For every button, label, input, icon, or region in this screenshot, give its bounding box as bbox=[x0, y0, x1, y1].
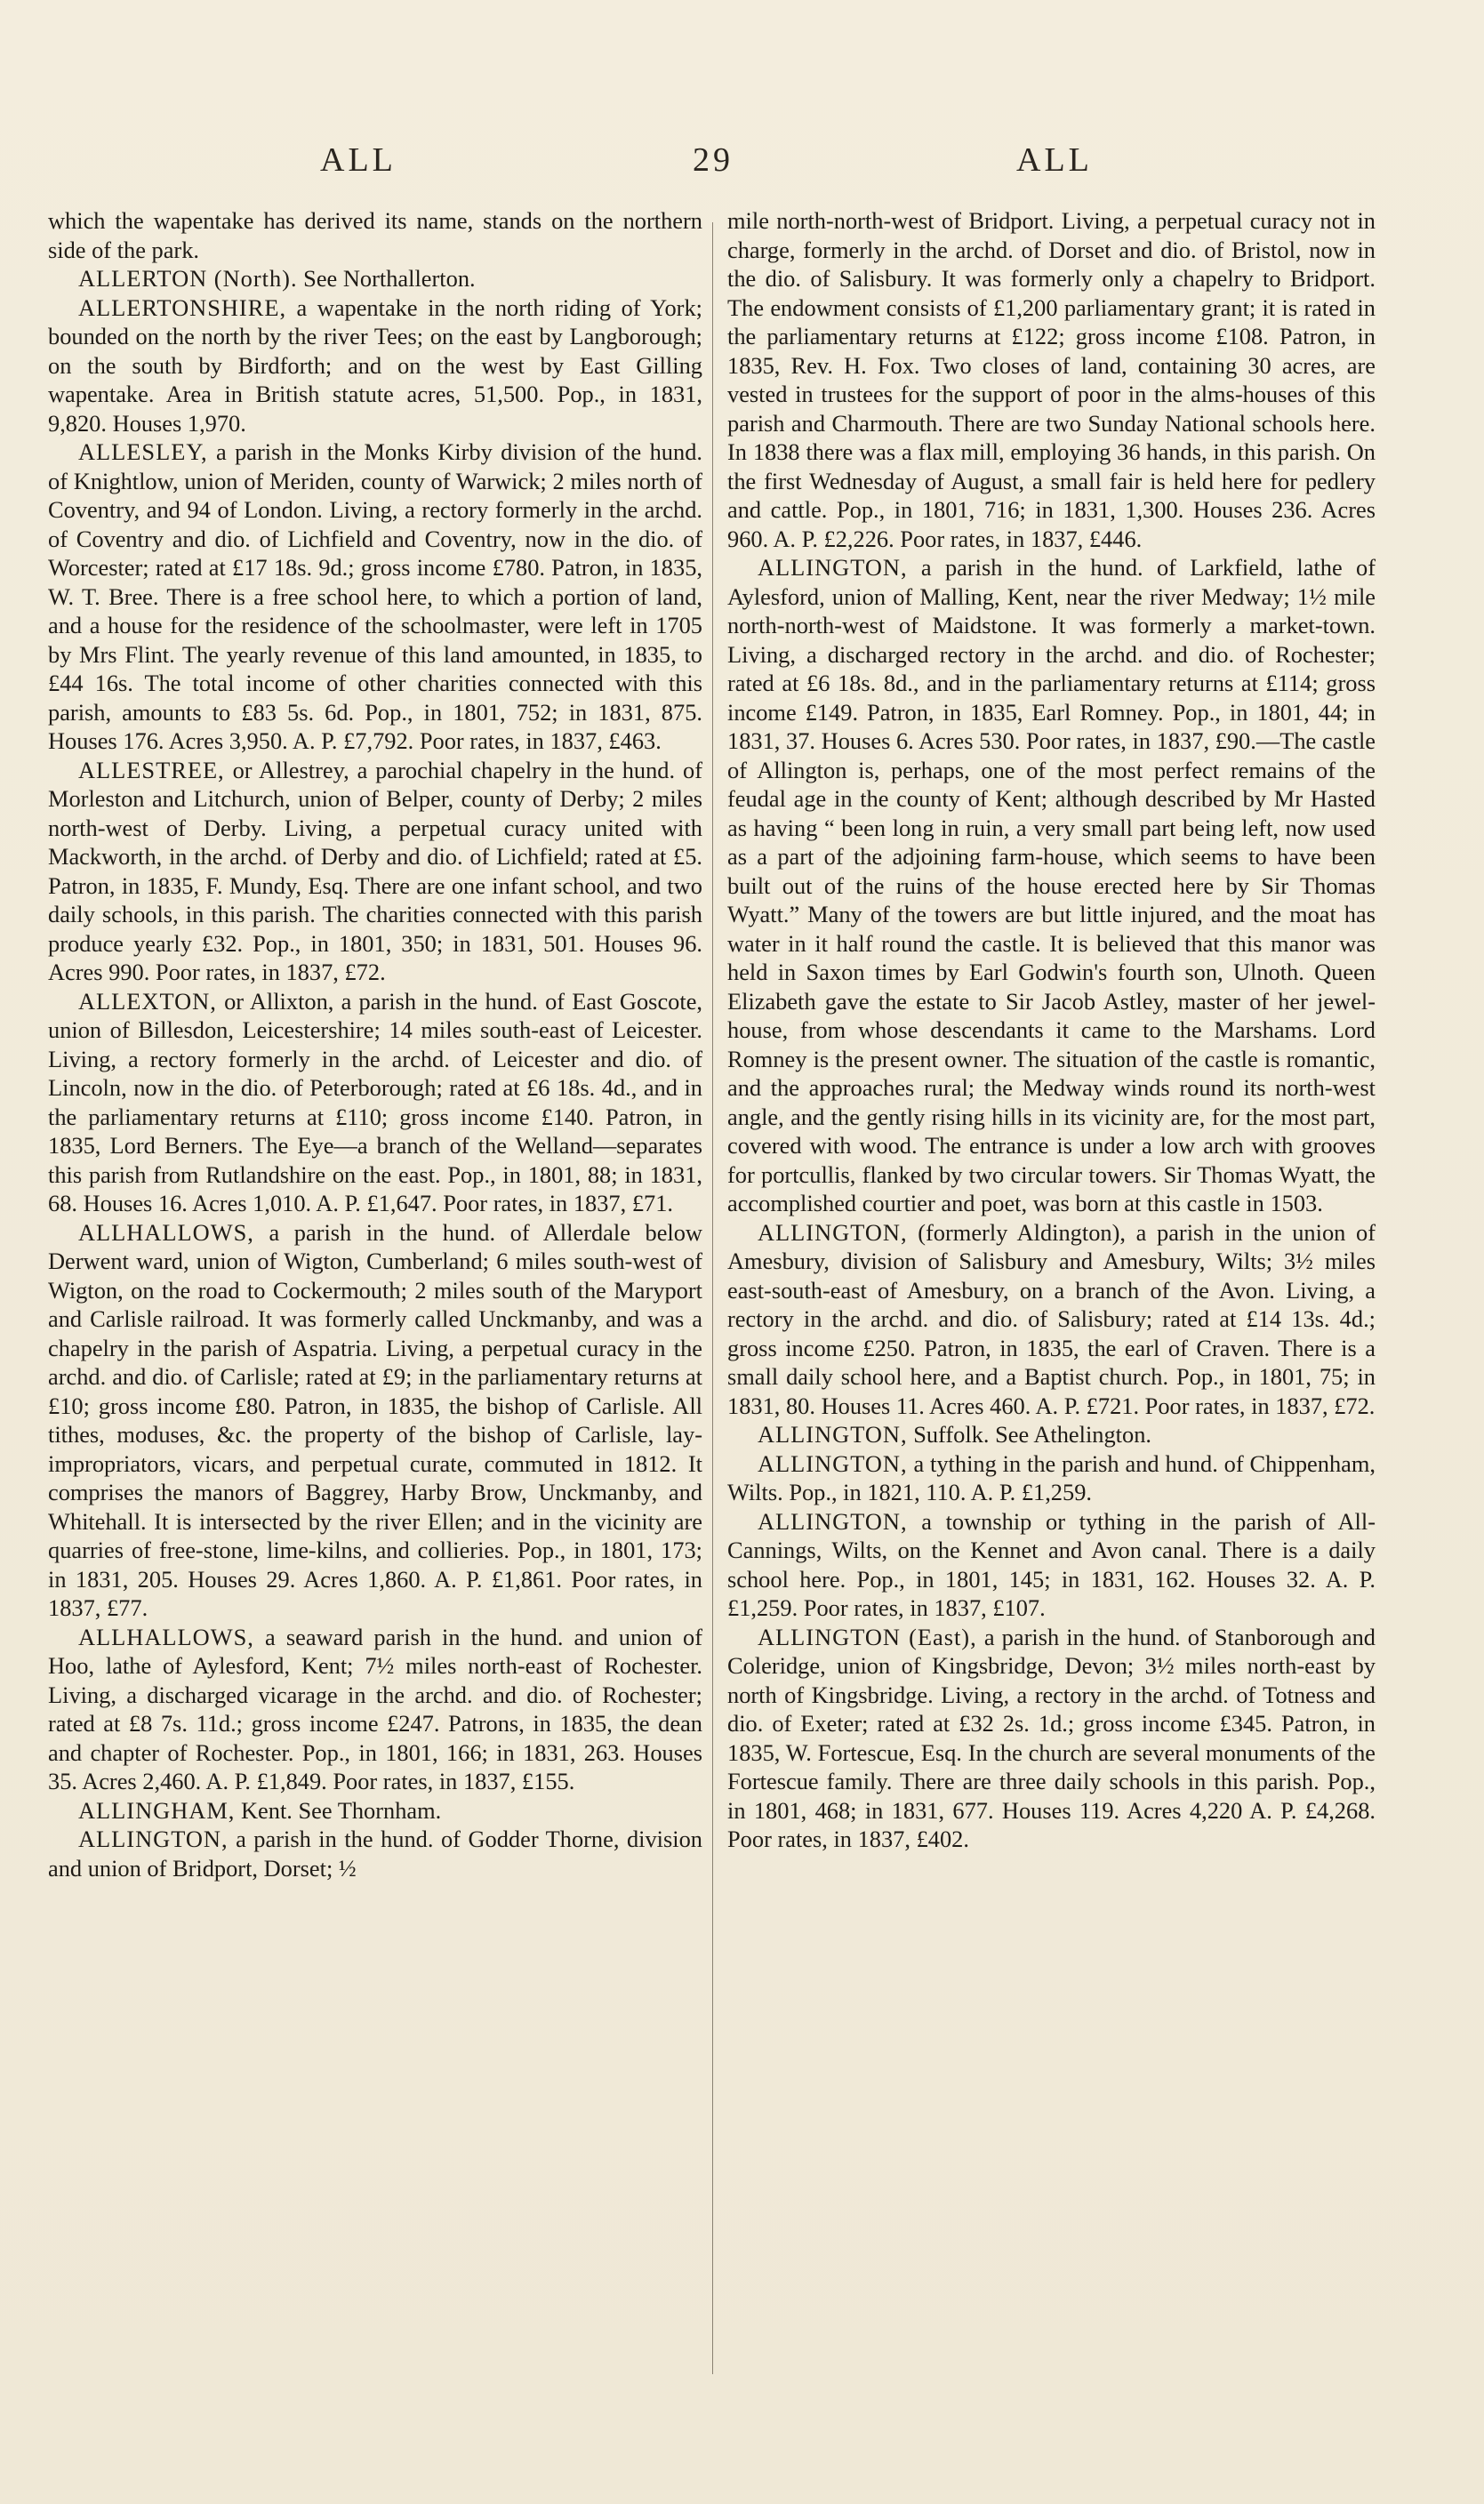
entry-headword: ALLINGTON, bbox=[758, 1421, 908, 1448]
entry-headword: ALLINGTON, bbox=[758, 1449, 908, 1477]
entry-headword: ALLESTREE, bbox=[78, 756, 225, 783]
entry-headword: ALLHALLOWS, bbox=[78, 1218, 254, 1246]
entry-paragraph bbox=[727, 1449, 1376, 1507]
entry-headword: ALLINGTON, bbox=[758, 1218, 908, 1246]
entry-headword: ALLERTONSHIRE, bbox=[78, 293, 287, 321]
entry-text: a parish in the hund. of Allerdale below Derwent ward, union of Wigton, Cumberland; 6 miles south-west of Wigton, on the road to Cockermouth; 2 miles south of the Maryport and Carlisle railroad. It was formerly called Unckmanby, and was a chapelry in the parish of Aspatria. Living, a perpetual curacy in the archd. and dio. of Carlisle; rated at £9; in the parliamentary returns at £10; gross income £80. Patron, in 1835, the bishop of Carlisle. All tithes, moduses, &c. the property of the bishop of Carlisle, lay-impropriators, vicars, and perpetual curate, commuted in 1812. It comprises the manors of Baggrey, Harby Brow, Unckmanby, and Whitehall. It is intersected by the river Ellen; and in the vicinity are quarries of free-stone, lime-kilns, and collieries. Pop., in 1801, 173; in 1831, 205. Houses 29. Acres 1,860. A. P. £1,861. Poor rates, in 1837, £77. bbox=[48, 1218, 702, 1621]
entry-paragraph bbox=[48, 293, 702, 438]
entry-text: which the wapentake has derived its name, stands on the northern side of the park. bbox=[48, 207, 702, 263]
entry-headword: ALLINGTON, bbox=[78, 1826, 229, 1852]
entry-text: or Allixton, a parish in the hund. of East Goscote, union of Billesdon, Leicestershire; 14 miles south-east of Leicester. Living, a rectory formerly in the archd. of Leicester and dio. of Lincoln, now in the dio. of Peterborough; rated at £6 18s. 4d., and in the parliamentary returns at £110; gross income £140. Patron, in 1835, Lord Berners. The Eye—a branch of the Welland—separates this parish from Rutlandshire on the east. Pop., in 1801, 88; in 1831, 68. Houses 16. Acres 1,010. A. P. £1,647. Poor rates, in 1837, £71. bbox=[48, 987, 703, 1216]
entry-text: a seaward parish in the hund. and union of Hoo, lathe of Aylesford, Kent; 7½ miles north-east of Rochester. Living, a discharged vicarage in the archd. and dio. of Rochester; rated at £8 7s. 11d.; gross income £247. Patrons, in 1835, the dean and chapter of Rochester. Pop., in 1801, 166; in 1831, 263. Houses 35. Acres 2,460. A. P. £1,849. Poor rates, in 1837, £155. bbox=[48, 1623, 702, 1794]
entry-paragraph bbox=[727, 1218, 1376, 1421]
entry-text: a parish in the Monks Kirby division of the hund. of Knightlow, union of Meriden, county of Warwick; 2 miles north of Coventry, and 94 of London. Living, a rectory formerly in the archd. of Coventry and dio. of Lichfield and Coventry, now in the dio. of Worcester; rated at £17 18s. 9d.; gross income £780. Patron, in 1835, W. T. Bree. There is a free school here, to which a portion of land, and a house for the residence of the schoolmaster, were left in 1705 by Mrs Flint. The yearly revenue of this land amounted, in 1835, to £44 16s. The total income of other charities connected with this parish, amounts to £83 5s. 6d. Pop., in 1801, 752; in 1831, 875. Houses 176. Acres 3,950. A. P. £7,792. Poor rates, in 1837, £463. bbox=[48, 438, 702, 754]
entry-text: (formerly Aldington), a parish in the union of Amesbury, division of Salisbury and Amesbury, Wilts; 3½ miles east-south-east of Amesbury, on a branch of the Avon. Living, a rectory in the archd. and dio. of Salisbury; rated at £14 13s. 4d.; gross income £250. Patron, in 1835, the earl of Craven. There is a small daily school here, and a Baptist church. Pop., in 1801, 75; in 1831, 80. Houses 11. Acres 460. A. P. £721. Poor rates, in 1837, £72. bbox=[727, 1218, 1376, 1419]
entry-text: a parish in the hund. of Godder Thorne, division and union of Bridport, Dorset; ½ bbox=[48, 1826, 702, 1882]
entry-paragraph bbox=[48, 1218, 702, 1623]
entry-text: a tything in the parish and hund. of Chippenham, Wilts. Pop., in 1821, 110. A. P. £1,259. bbox=[727, 1449, 1376, 1505]
entry-text: a wapentake in the north riding of York; bounded on the north by the river Tees; on the east by Langborough; on the south by Birdforth; and on the west by East Gilling wapentake. Area in British statute acres, 51,500. Pop., in 1831, 9,820. Houses 1,970. bbox=[48, 293, 702, 437]
entry-text: Suffolk. See Athelington. bbox=[913, 1421, 1151, 1448]
entry-paragraph bbox=[48, 1796, 702, 1826]
entry-headword: ALLESLEY, bbox=[78, 438, 208, 465]
running-head-right: ALL bbox=[1016, 141, 1093, 179]
entry-paragraph bbox=[48, 437, 702, 756]
entry-paragraph bbox=[727, 553, 1376, 1218]
entry-paragraph bbox=[48, 1825, 702, 1882]
entry-text: See Northallerton. bbox=[303, 265, 476, 292]
right-column bbox=[727, 206, 1376, 1854]
entry-paragraph bbox=[48, 987, 702, 1218]
entry-headword: ALLINGTON, bbox=[758, 1507, 908, 1535]
running-head-left: ALL bbox=[320, 141, 397, 179]
entry-text: a parish in the hund. of Larkfield, lathe of Aylesford, union of Malling, Kent, near the river Medway; 1½ mile north-north-west of Maidstone. It was formerly a market-town. Living, a discharged rectory in the archd. and dio. of Rochester; rated at £6 18s. 8d., and in the parliamentary returns at £114; gross income £149. Patron, in 1835, Earl Romney. Pop., in 1801, 44; in 1831, 37. Houses 6. Acres 530. Poor rates, in 1837, £90.—The castle of Allington is, perhaps, one of the most perfect remains of the feudal age in the county of Kent; although described by Mr Hasted as having “ been long in ruin, a very small part being left, now used as a part of the adjoining farm-house, which seems to have been built out of the ruins of the house erected here by Sir Thomas Wyatt.” Many of the towers are but little injured, and the moat has water in it half round the castle. It is believed that this manor was held in Saxon times by Earl Godwin's fourth son, Ulnoth. Queen Elizabeth gave the estate to Sir Jacob Astley, master of her jewel-house, from whose descendants it came to the Marshams. Lord Romney is the present owner. The situation of the castle is romantic, and the approaches rural; the Medway winds round its north-west angle, and the gently rising hills in its vicinity are, for the most part, covered with wood. The entrance is under a low arch with grooves for portcullis, flanked by two circular towers. Sir Thomas Wyatt, the accomplished courtier and poet, was born at this castle in 1503. bbox=[727, 554, 1376, 1216]
entry-headword: ALLINGTON (East), bbox=[758, 1623, 977, 1650]
entry-headword: ALLINGHAM, bbox=[78, 1796, 236, 1824]
entry-headword: ALLINGTON, bbox=[758, 554, 908, 581]
entry-paragraph bbox=[727, 1623, 1376, 1854]
running-head bbox=[0, 140, 1484, 185]
entry-paragraph bbox=[48, 756, 702, 987]
entry-headword: ALLEXTON, bbox=[78, 987, 217, 1015]
column-divider bbox=[712, 222, 713, 2374]
entry-text: a parish in the hund. of Stanborough and Coleridge, union of Kingsbridge, Devon; 3½ miles north-east by north of Kingsbridge. Living, a rectory in the archd. of Totness and dio. of Exeter; rated at £32 2s. 1d.; gross income £345. Patron, in 1835, W. Fortescue, Esq. In the church are several monuments of the Fortescue family. There are three daily schools in this parish. Pop., in 1801, 468; in 1831, 677. Houses 119. Acres 4,220 A. P. £4,268. Poor rates, in 1837, £402. bbox=[727, 1623, 1376, 1852]
entry-paragraph bbox=[48, 264, 702, 293]
entry-text: mile north-north-west of Bridport. Living, a perpetual curacy not in charge, formerly in the archd. of Dorset and dio. of Bristol, now in the dio. of Salisbury. It was formerly only a chapelry to Bridport. The endowment consists of £1,200 parliamentary grant; it is rated in the parliamentary returns at £122; gross income £108. Patron, in 1835, Rev. H. Fox. Two closes of land, containing 30 acres, are vested in trustees for the support of poor in the alms-houses of this parish and Charmouth. There are two Sunday National schools here. In 1838 there was a flax mill, employing 36 hands, in this parish. On the first Wednesday of August, a small fair is held here for pedlery and cattle. Pop., in 1801, 716; in 1831, 1,300. Houses 236. Acres 960. A. P. £2,226. Poor rates, in 1837, £446. bbox=[727, 207, 1376, 552]
entry-paragraph bbox=[727, 1420, 1376, 1449]
entry-paragraph bbox=[48, 1623, 702, 1796]
entry-text: Kent. See Thornham. bbox=[241, 1796, 442, 1824]
entry-headword: ALLERTON (North). bbox=[78, 265, 298, 292]
entry-paragraph bbox=[727, 206, 1376, 553]
entry-headword: ALLHALLOWS, bbox=[78, 1623, 254, 1650]
entry-text: or Allestrey, a parochial chapelry in the hund. of Morleston and Litchurch, union of Belper, county of Derby; 2 miles north-west of Derby. Living, a perpetual curacy united with Mackworth, in the archd. of Derby and dio. of Lichfield; rated at £5. Patron, in 1835, F. Mundy, Esq. There are one infant school, and two daily schools, in this parish. The charities connected with this parish produce yearly £32. Pop., in 1801, 350; in 1831, 501. Houses 96. Acres 990. Poor rates, in 1837, £72. bbox=[48, 756, 703, 985]
entry-paragraph bbox=[727, 1507, 1376, 1623]
entry-paragraph bbox=[48, 206, 702, 264]
entry-text: a township or tything in the parish of All-Cannings, Wilts, on the Kennet and Avon canal. There is a daily school here. Pop., in 1801, 145; in 1831, 162. Houses 32. A. P. £1,259. Poor rates, in 1837, £107. bbox=[727, 1507, 1376, 1621]
left-column bbox=[48, 206, 702, 1882]
page-number: 29 bbox=[693, 141, 734, 179]
